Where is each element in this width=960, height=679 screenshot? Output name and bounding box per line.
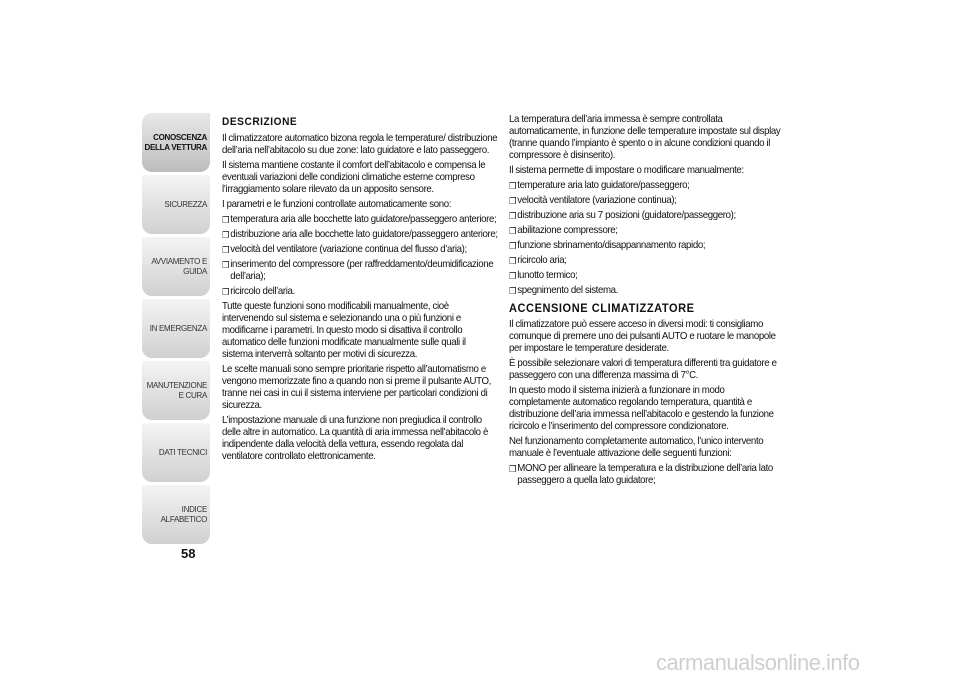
tab-label: MANUTENZIONE E CURA (146, 380, 207, 400)
list-item: ❒ temperatura aria alle bocchette lato guidatore/passeggero anteriore; (222, 213, 497, 225)
list-item: ❒ velocità ventilatore (variazione continua); (509, 194, 677, 206)
bullet-box-icon: ❒ (509, 256, 517, 266)
list-item: ❒ velocità del ventilatore (variazione continua del flusso d’aria); (222, 243, 467, 255)
list-item: ❒ lunotto termico; (509, 269, 578, 281)
paragraph: Il sistema permette di impostare o modificare manualmente: (509, 164, 744, 176)
list-item: ❒ ricircolo aria; (509, 254, 567, 266)
paragraph: I parametri e le funzioni controllate automaticamente sono: (222, 198, 452, 210)
paragraph: È possibile selezionare valori di temperatura differenti tra guidatore e passeggero con una differenza massima di 7°C. (509, 357, 777, 381)
list-item: ❒ MONO per allineare la temperatura e la distribuzione dell’aria lato passeggero a quella lato guidatore; (509, 462, 773, 486)
tab-label: SICUREZZA (164, 199, 207, 209)
paragraph: La temperatura dell’aria immessa è sempre controllata automaticamente, in funzione delle temperature impostate sul display (tranne quando l’impianto è spento o in alcune condizioni quando il compressore è disinserito). (509, 113, 781, 161)
page-number: 58 (181, 546, 196, 561)
bullet-box-icon: ❒ (509, 226, 517, 236)
list-item: ❒ inserimento del compressore (per raffreddamento/deumidificazione dell’aria); (222, 258, 494, 282)
list-item: ❒ temperature aria lato guidatore/passeggero; (509, 179, 690, 191)
tab-label: IN EMERGENZA (149, 323, 207, 333)
chapter-sidebar (142, 113, 210, 545)
bullet-box-icon: ❒ (222, 230, 230, 240)
bullet-box-icon: ❒ (509, 286, 517, 296)
paragraph: Tutte queste funzioni sono modificabili manualmente, cioè intervenendo sul sistema e selezionando una o più funzioni e modificarne i parametri. In questo modo si disattiva il controllo automatico delle funzioni modificate manualmente sulle quali il sistema interverrà soltanto per motivi di sicurezza. (222, 300, 466, 360)
bullet-box-icon: ❒ (222, 245, 230, 255)
bullet-box-icon: ❒ (222, 260, 230, 270)
tab-label: INDICE ALFABETICO (160, 504, 207, 524)
bullet-box-icon: ❒ (509, 181, 517, 191)
list-item: ❒ funzione sbrinamento/disappannamento rapido; (509, 239, 706, 251)
paragraph: Nel funzionamento completamente automatico, l’unico intervento manuale è l’eventuale attivazione delle seguenti funzioni: (509, 435, 764, 459)
paragraph: Il climatizzatore può essere acceso in diversi modi: ti consigliamo comunque di premere uno dei pulsanti AUTO e ruotare le manopole per impostare le temperature desiderate. (509, 318, 776, 354)
paragraph: L’impostazione manuale di una funzione non pregiudica il controllo delle altre in automatico. La quantità di aria immessa nell’abitacolo è indipendente dalla velocità della vettura, essendo regolata dal ventilatore controllato elettronicamente. (222, 414, 488, 462)
tab-avviamento-e-guida[interactable] (142, 237, 210, 296)
paragraph: In questo modo il sistema inizierà a funzionare in modo completamente automatico regolando temperatura, quantità e distribuzione dell’aria immessa nell’abitacolo e gestendo la funzione ricircolo e l’inserimento del compressore condizionatore. (509, 384, 774, 432)
tab-label: AVVIAMENTO E GUIDA (151, 256, 207, 276)
tab-indice-alfabetico[interactable] (142, 485, 210, 544)
list-item: ❒ spegnimento del sistema. (509, 284, 618, 296)
tab-label: DATI TECNICI (158, 447, 207, 457)
paragraph: Il sistema mantiene costante il comfort dell’abitacolo e compensa le eventuali variazioni delle condizioni climatiche esterne compreso l’irraggiamento solare rilevato da un apposito sensore. (222, 159, 486, 195)
right-column (509, 113, 785, 489)
paragraph: Il climatizzatore automatico bizona regola le temperature/ distribuzione dell’aria nell’abitacolo su due zone: lato guidatore e lato passeggero. (222, 132, 498, 156)
paragraph: Le scelte manuali sono sempre prioritarie rispetto all’automatismo e vengono memorizzate fino a quando non si preme il pulsante AUTO, tranne nei casi in cui il sistema interviene per particolari condizioni di sicurezza. (222, 363, 491, 411)
tab-manutenzione-e-cura[interactable] (142, 361, 210, 420)
section-heading-accensione: ACCENSIONE CLIMATIZZATORE (509, 301, 695, 315)
tab-sicurezza[interactable] (142, 175, 210, 234)
bullet-box-icon: ❒ (509, 271, 517, 281)
bullet-box-icon: ❒ (509, 211, 517, 221)
left-column (222, 116, 498, 465)
bullet-box-icon: ❒ (509, 241, 517, 251)
tab-label: CONOSCENZA DELLA VETTURA (144, 132, 207, 152)
tab-dati-tecnici[interactable] (142, 423, 210, 482)
watermark: carmanualsonline.info (656, 650, 860, 675)
tab-in-emergenza[interactable] (142, 299, 210, 358)
bullet-box-icon: ❒ (222, 215, 230, 225)
bullet-box-icon: ❒ (222, 287, 230, 297)
list-item: ❒ distribuzione aria alle bocchette lato guidatore/passeggero anteriore; (222, 228, 498, 240)
bullet-box-icon: ❒ (509, 196, 517, 206)
list-item: ❒ distribuzione aria su 7 posizioni (guidatore/passeggero); (509, 209, 736, 221)
list-item: ❒ ricircolo dell’aria. (222, 285, 295, 297)
bullet-box-icon: ❒ (509, 464, 517, 474)
tab-conoscenza-della-vettura[interactable] (142, 113, 210, 172)
section-heading-descrizione: DESCRIZIONE (222, 116, 298, 128)
list-item: ❒ abilitazione compressore; (509, 224, 618, 236)
